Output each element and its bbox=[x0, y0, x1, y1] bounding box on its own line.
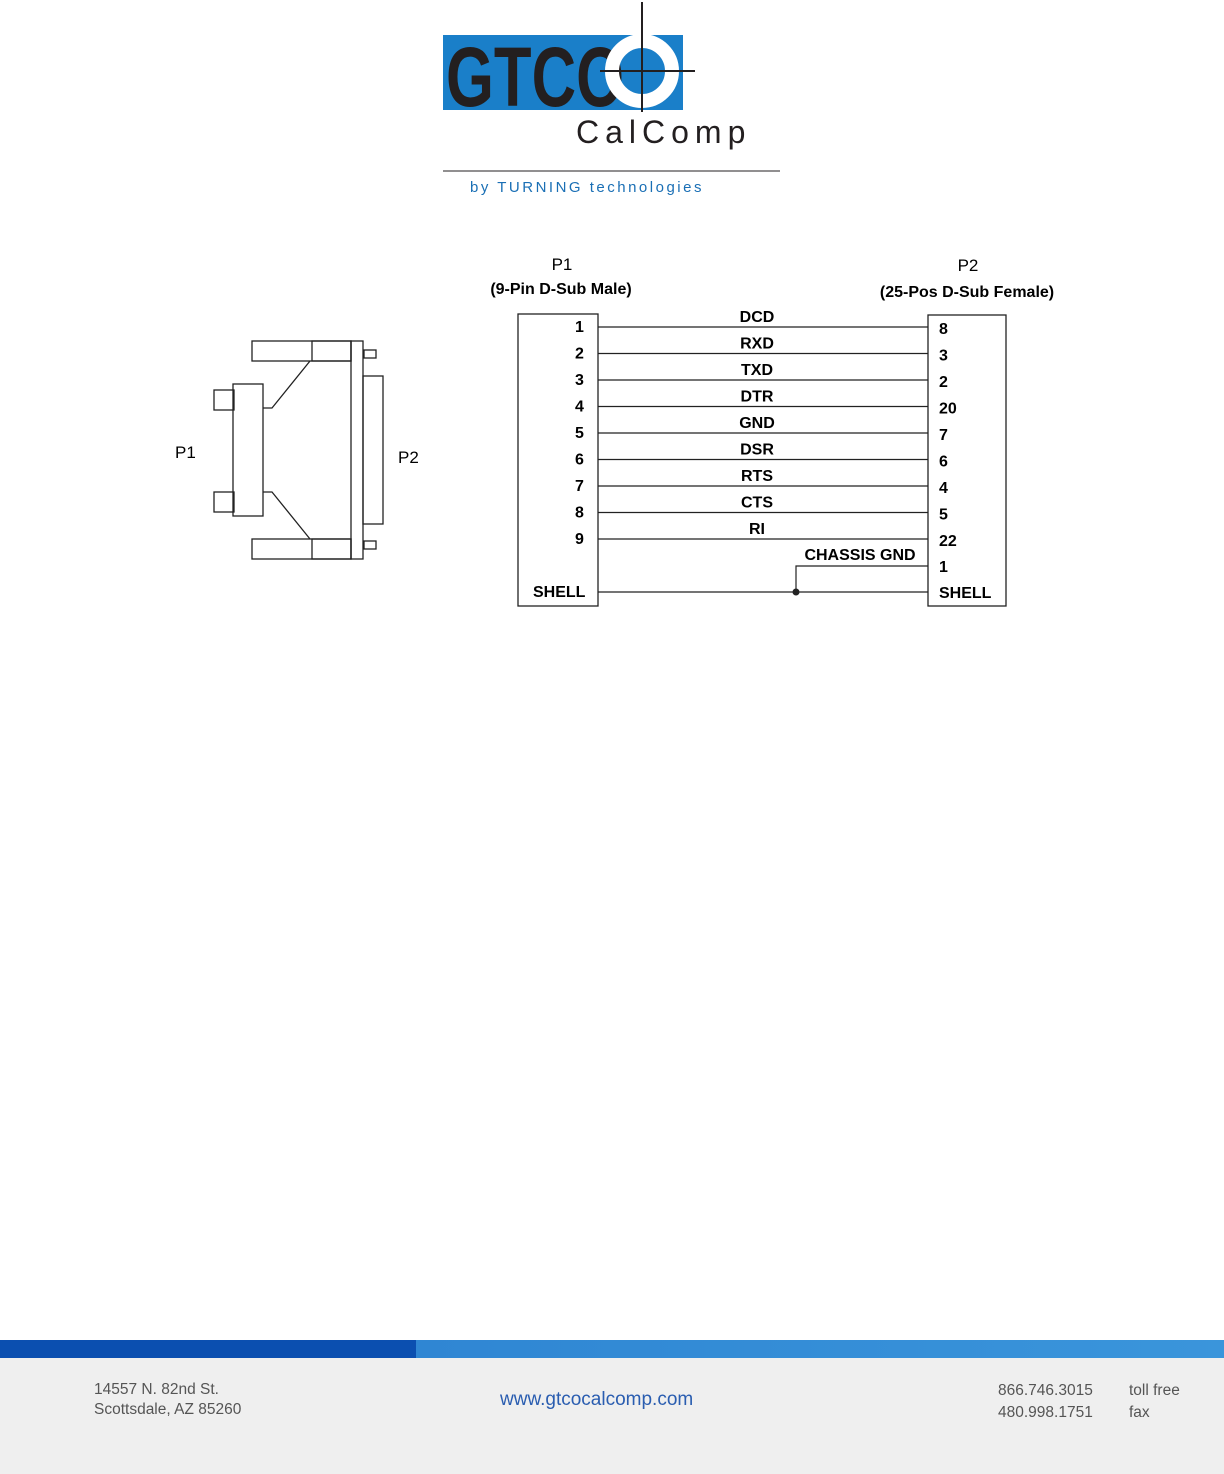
footer-phone-labels bbox=[1129, 1380, 1180, 1424]
signal-label-rxd: RXD bbox=[740, 335, 774, 353]
p1-connector-box bbox=[518, 314, 598, 606]
logo-brand-text: GTCO bbox=[446, 30, 624, 124]
footer-website-link[interactable]: www.gtcocalcomp.com bbox=[500, 1389, 694, 1410]
phone-tollfree: 866.746.3015 bbox=[998, 1382, 1093, 1399]
p2-subtitle: (25-Pos D-Sub Female) bbox=[879, 284, 1055, 301]
signal-label-dcd: DCD bbox=[739, 309, 775, 326]
p1-pin-1: 1 bbox=[575, 319, 584, 336]
p2-shell-label: SHELL bbox=[939, 585, 992, 602]
signal-label-dsr: DSR bbox=[740, 441, 774, 459]
signal-label-txd: TXD bbox=[741, 362, 773, 379]
signal-label-rts: RTS bbox=[741, 468, 773, 485]
phone-tollfree-label: toll free bbox=[1129, 1382, 1180, 1399]
footer bbox=[0, 1358, 1224, 1474]
connector-side-view bbox=[214, 341, 383, 559]
p1-pin-6: 6 bbox=[575, 451, 584, 469]
p2-pin-20: 20 bbox=[939, 400, 957, 418]
p2-pin-22: 22 bbox=[939, 533, 957, 550]
p1-pin-4: 4 bbox=[575, 398, 584, 416]
logo-tagline: by TURNING technologies bbox=[470, 179, 704, 196]
p2-pin-5: 5 bbox=[939, 506, 948, 524]
footer-address bbox=[94, 1380, 241, 1420]
footer-color-bar bbox=[0, 1340, 1224, 1358]
footer-phones bbox=[998, 1380, 1093, 1424]
address-line-2: Scottsdale, AZ 85260 bbox=[94, 1401, 242, 1418]
signal-label-ri: RI bbox=[749, 521, 765, 538]
p2-pin-7: 7 bbox=[939, 427, 948, 444]
wire-group bbox=[575, 309, 957, 550]
address-line-1: 14557 N. 82nd St. bbox=[94, 1381, 219, 1398]
p1-pin-8: 8 bbox=[575, 504, 584, 522]
p1-subtitle: (9-Pin D-Sub Male) bbox=[490, 281, 632, 298]
chassis-gnd-label: CHASSIS GND bbox=[804, 547, 916, 564]
p1-pin-7: 7 bbox=[575, 478, 584, 495]
shell-junction-dot bbox=[793, 589, 800, 596]
p2-pin-8: 8 bbox=[939, 321, 948, 338]
p1-pin-2: 2 bbox=[575, 345, 584, 363]
cable-wiring-diagram bbox=[0, 240, 1224, 620]
p1-title: P1 bbox=[551, 255, 573, 274]
signal-label-cts: CTS bbox=[741, 494, 773, 512]
side-view-p2-label: P2 bbox=[398, 448, 419, 467]
signal-label-gnd: GND bbox=[739, 415, 775, 432]
phone-fax-label: fax bbox=[1129, 1404, 1150, 1421]
p2-pin-2: 2 bbox=[939, 374, 948, 391]
p1-pin-3: 3 bbox=[575, 372, 584, 389]
p2-pin-6: 6 bbox=[939, 453, 948, 471]
side-view-p1-label: P1 bbox=[175, 443, 196, 462]
gtco-calcomp-logo bbox=[440, 0, 785, 200]
p2-pin-4: 4 bbox=[939, 480, 948, 497]
phone-fax: 480.998.1751 bbox=[998, 1404, 1093, 1421]
p2-pin-chassis: 1 bbox=[939, 559, 948, 576]
p2-title: P2 bbox=[957, 256, 979, 275]
chassis-gnd-wire bbox=[796, 566, 928, 592]
p1-pin-5: 5 bbox=[575, 425, 584, 442]
signal-label-dtr: DTR bbox=[740, 388, 774, 406]
p1-shell-label: SHELL bbox=[533, 584, 586, 601]
logo-product-text: CalComp bbox=[576, 114, 752, 150]
p1-pin-9: 9 bbox=[575, 531, 584, 548]
p2-pin-3: 3 bbox=[939, 347, 948, 365]
